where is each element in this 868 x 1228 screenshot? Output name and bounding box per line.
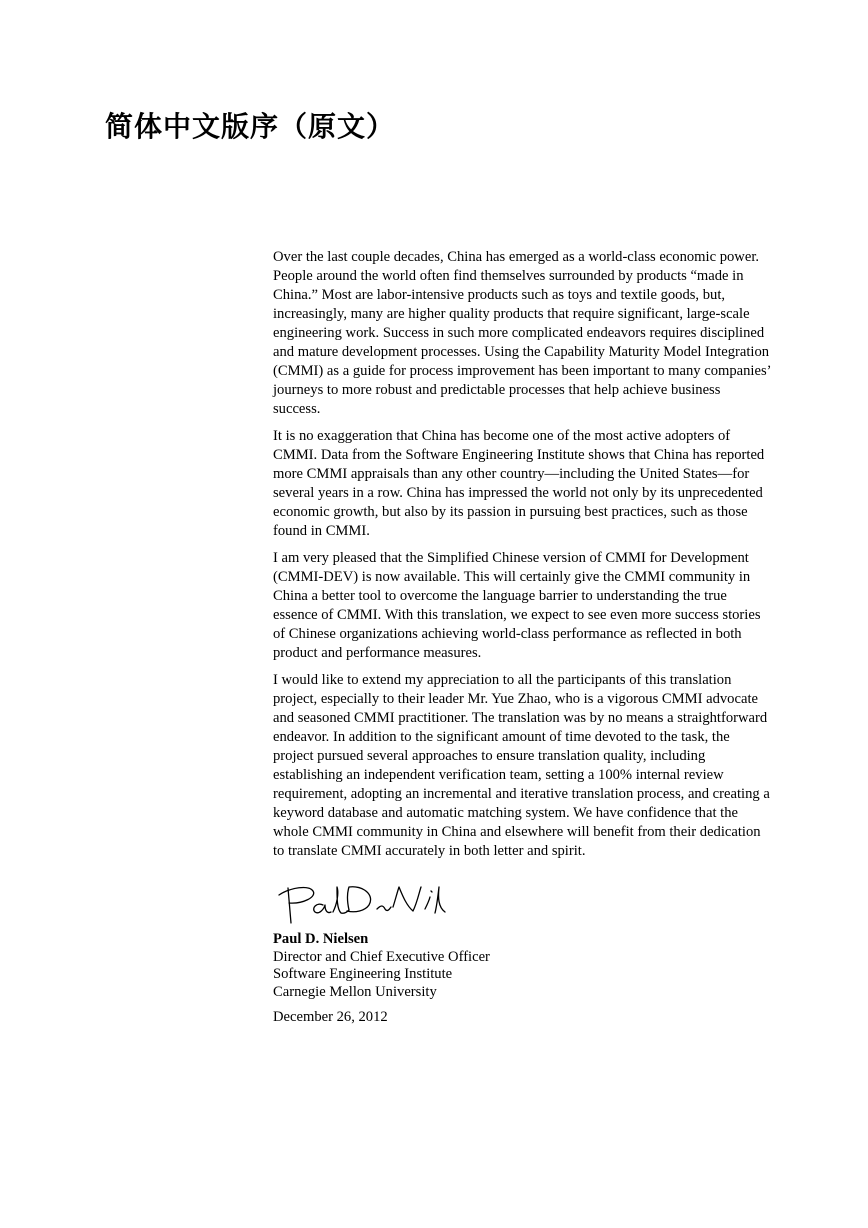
- signer-position: Director and Chief Executive Officer: [273, 948, 490, 965]
- signer-university: Carnegie Mellon University: [273, 983, 437, 1000]
- signer-organization: Software Engineering Institute: [273, 966, 453, 982]
- paragraph-1: Over the last couple decades, China has emerged as a world-class economic power. People around the world often find themselves surrounded by products “made in China.” Most are labor-intensive products such as toys and textile goods, but, increasingly, many are higher quality products that require significant, large-scale engineering work. Success in such more complicated endeavors requires disciplined and mature development processes. Using the Capability Maturity Model Integration (CMMI) as a guide for process improvement has been important to many companies’ journeys to more robust and predictable processes that help achieve business success.: [273, 249, 771, 417]
- handwritten-signature: [275, 879, 450, 925]
- foreword-body: [273, 248, 771, 1027]
- paragraph-3: I am very pleased that the Simplified Chinese version of CMMI for Development (CMMI-DEV) is now available. This will certainly give the CMMI community in China a better tool to overcome the language barrier to understanding the true essence of CMMI. With this translation, we expect to see even more success stories of Chinese organizations achieving world-class performance as reflected in both product and performance measures.: [273, 550, 761, 661]
- signature-block: [273, 931, 771, 1001]
- page-title: 简体中文版序（原文）: [105, 110, 396, 143]
- paragraph-2: It is no exaggeration that China has become one of the most active adopters of CMMI. Data from the Software Engineering Institute shows that China has reported more CMMI appraisals than any other country—including the United States—for several years in a row. China has impressed the world not only by its unprecedented economic growth, but also by its passion in pursuing best practices, such as those found in CMMI.: [273, 428, 765, 539]
- date: December 26, 2012: [273, 1009, 388, 1025]
- signer-name: Paul D. Nielsen: [273, 931, 369, 947]
- paragraph-4: I would like to extend my appreciation to all the participants of this translation project, especially to their leader Mr. Yue Zhao, who is a vigorous CMMI advocate and seasoned CMMI practitioner. The translation was by no means a straightforward endeavor. In addition to the significant amount of time devoted to the task, the project pursued several approaches to ensure translation quality, including establishing an independent verification team, setting a 100% internal review requirement, adopting an incremental and iterative translation process, and creating a keyword database and automatic matching system. We have confidence that the whole CMMI community in China and elsewhere will benefit from their dedication to translate CMMI accurately in both letter and spirit.: [273, 672, 770, 859]
